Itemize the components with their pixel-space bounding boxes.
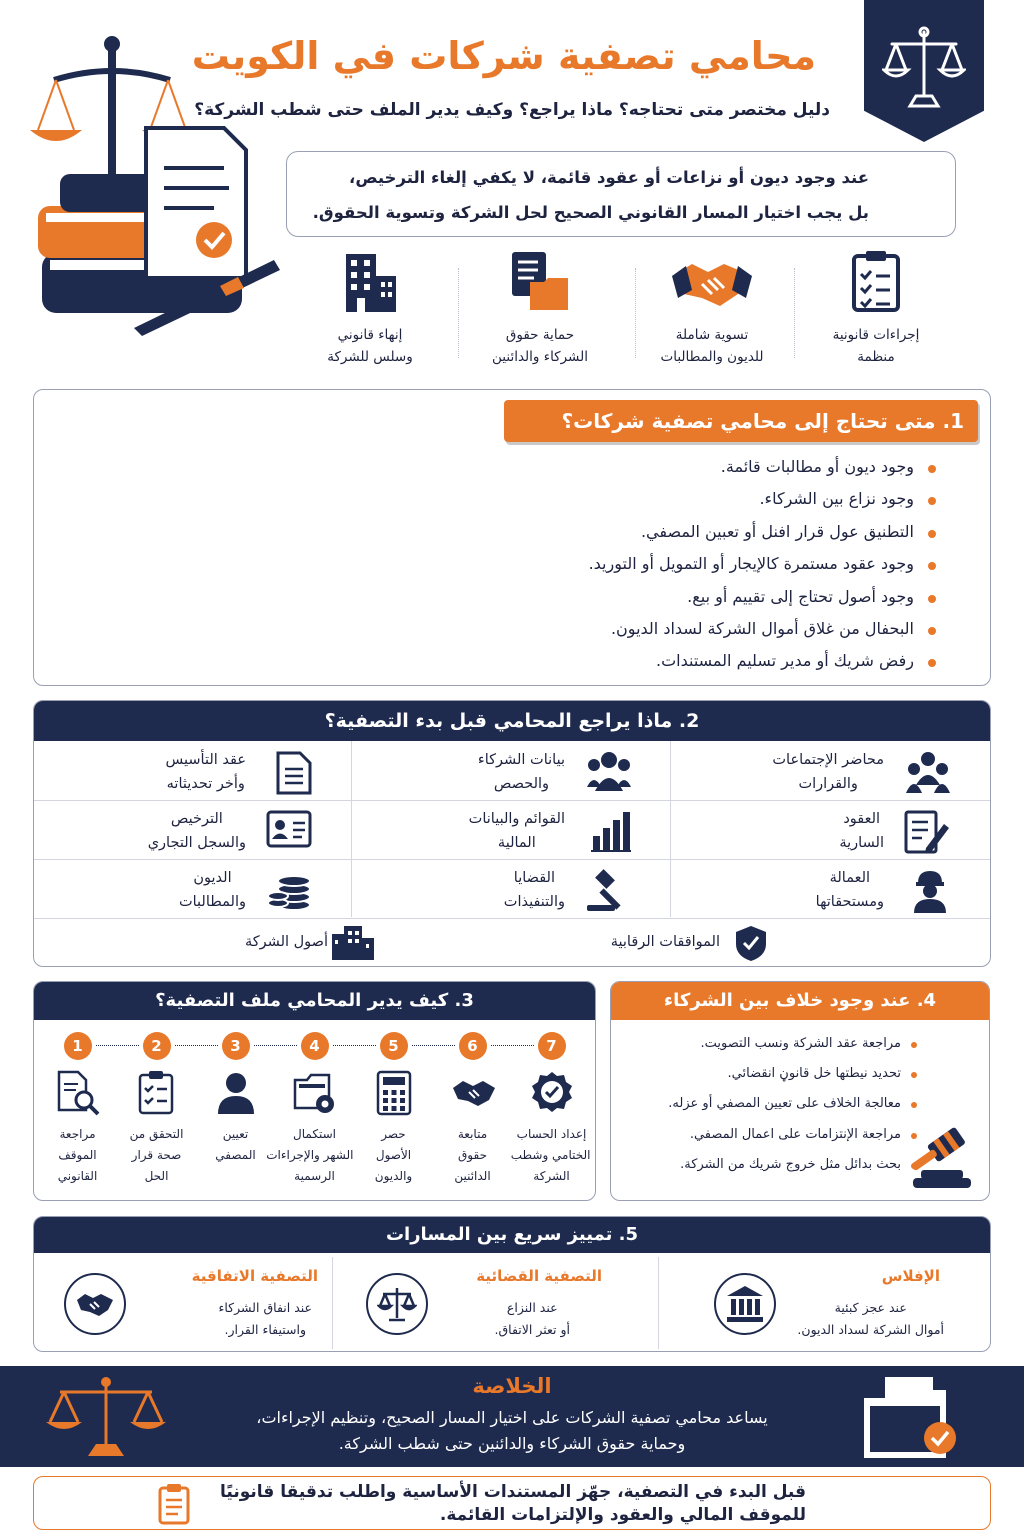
path-icon-circle	[714, 1273, 776, 1335]
path-icon-circle	[366, 1273, 428, 1335]
section-when-needed	[33, 389, 991, 686]
review-item	[353, 802, 671, 860]
meeting-group-icon	[906, 751, 950, 793]
note-text: للموقف المالي والعقود والإلتزامات القائمة.	[439, 1505, 806, 1525]
checklist-icon	[848, 250, 904, 314]
note-text: قبل البدء في التصفية، جهّز المستندات الأساسية واطلب تدقيقا قانونيًا	[220, 1482, 806, 1502]
feature-item	[798, 250, 954, 368]
review-item-label: الديون والمطالبات	[178, 870, 246, 910]
step-number: 3	[222, 1032, 250, 1060]
handshake-icon	[672, 250, 752, 314]
gavel-icon	[903, 1120, 987, 1192]
path-bankruptcy	[672, 1253, 990, 1352]
intro-box	[286, 151, 956, 237]
step-label: إعداد الحساب	[516, 1127, 587, 1141]
feature-label: الشركاء والدائنين	[492, 349, 588, 365]
intro-text: بل يجب اختيار المسار القانوني الصحيح لحل الشركة وتسوية الحقوق.	[312, 203, 869, 222]
step-number: 2	[143, 1032, 171, 1060]
conclusion-text: يساعد محامي تصفية الشركات على اختيار المسار الصحيح، وتنظيم الإجراءات،	[256, 1408, 768, 1427]
gavel-icon	[585, 869, 631, 913]
step-number: 6	[459, 1032, 487, 1060]
step-label: الدائنين	[454, 1169, 491, 1183]
step-label: حصر	[381, 1127, 406, 1141]
step-label: استكمال	[293, 1127, 336, 1141]
path-title: الإفلاس	[881, 1267, 940, 1285]
process-step	[39, 1032, 117, 1187]
list-item: وجود ديون أو مطالبات قائمة.	[720, 457, 914, 476]
review-item	[34, 743, 352, 801]
feature-label: إنهاء قانوني	[337, 327, 403, 343]
feature-label: منظمة	[857, 349, 895, 365]
feature-label: وسلس للشركة	[327, 349, 413, 365]
step-label: التحقق من	[129, 1127, 184, 1141]
intro-text: عند وجود ديون أو نزاعات أو عقود قائمة، لا يكفي إلغاء الترخيص،	[349, 168, 869, 187]
coins-icon	[266, 869, 312, 911]
step-number: 1	[64, 1032, 92, 1060]
step-label: المصفي	[215, 1148, 256, 1162]
review-item	[490, 920, 808, 966]
section-title: 1. متى تحتاج إلى محامي تصفية شركات؟	[504, 400, 978, 442]
path-consensual	[33, 1253, 350, 1352]
review-item	[672, 802, 990, 860]
step-label: الختامي وشطب	[510, 1148, 591, 1162]
feature-label: إجراءات قانونية	[832, 327, 920, 343]
section-process-steps	[33, 981, 596, 1201]
process-step	[197, 1032, 275, 1166]
list-item: معالجة الخلاف على تعيين المصفي أو عزله.	[668, 1096, 901, 1111]
section-title: 2. ماذا يراجع المحامي قبل بدء التصفية؟	[34, 701, 990, 741]
documents-folder-icon	[508, 250, 572, 314]
list-item: رفض شريك أو مدير تسليم المستندات.	[656, 651, 914, 670]
handshake-icon	[75, 1284, 115, 1324]
section-title: 5. تمييز سريع بين المسارات	[34, 1217, 990, 1253]
list-item: مراجعة الإنتزامات على اعمال المصفي.	[689, 1127, 901, 1142]
step-label: مراجعة	[59, 1127, 96, 1141]
review-item-label: أصول الشركة	[244, 934, 328, 950]
conclusion-text: وحماية حقوق الشركاء والدائنين حتى شطب الشركة.	[338, 1434, 686, 1453]
path-title: التصفية القضائية	[476, 1267, 602, 1285]
step-label: الرسمية	[294, 1169, 335, 1183]
page-subtitle: دليل مختصر متى تحتاجه؟ ماذا يراجع؟ وكيف يدير الملف حتى شطب الشركة؟	[194, 100, 830, 120]
section-review-items	[33, 700, 991, 967]
step-label: صحة قرار	[131, 1148, 182, 1162]
feature-item	[634, 250, 790, 368]
path-description: عند عجز كبئية أموال الشركة لسداد الديون.	[797, 1300, 944, 1337]
feature-label: للديون والمطالبات	[660, 349, 764, 365]
process-step	[118, 1032, 196, 1187]
document-search-icon	[56, 1070, 100, 1116]
step-label: والديون	[374, 1169, 413, 1183]
review-item	[34, 802, 352, 860]
review-item	[353, 743, 671, 801]
id-card-icon	[266, 810, 312, 848]
clipboard-icon	[158, 1483, 190, 1525]
process-step	[510, 1032, 591, 1187]
partners-icon	[587, 751, 631, 793]
path-description: عند انفاق الشركاء واستيفاء القرار.	[218, 1300, 312, 1337]
process-step	[355, 1032, 433, 1187]
divider	[794, 268, 795, 358]
path-title: التصفية الاتفاقية	[191, 1267, 318, 1285]
path-judicial	[346, 1253, 664, 1352]
review-item	[98, 920, 416, 966]
worker-icon	[910, 869, 950, 913]
step-number: 4	[301, 1032, 329, 1060]
review-item-label: عقد التأسيس وأخر تحديثاته	[165, 752, 246, 792]
review-item-label: العقود السارية	[839, 811, 884, 851]
review-item-label: الترخيص والسجل التجاري	[147, 811, 246, 851]
step-label: حقوق	[458, 1148, 487, 1162]
clipboard-check-icon	[135, 1070, 179, 1116]
building-icon	[340, 250, 400, 314]
feature-item	[292, 250, 448, 368]
review-item	[353, 861, 671, 919]
step-label: الشهر والإجراءات	[266, 1148, 354, 1162]
list-item: وجود عقود مستمرة كالإيجار أو التمويل أو التوريد.	[588, 554, 914, 573]
scales-icon	[377, 1284, 417, 1324]
path-icon-circle	[64, 1273, 126, 1335]
conclusion-title: الخلاصة	[472, 1374, 552, 1398]
bank-icon	[725, 1284, 765, 1324]
list-item: بحث بدائل مثل خروج شريك من الشركة.	[680, 1157, 901, 1172]
path-description: عند النزاع أو تعثر الاتفاق.	[494, 1300, 570, 1337]
scales-icon	[44, 1376, 168, 1460]
section-title: 4. عند وجود خلاف بين الشركاء	[611, 982, 989, 1020]
buildings-icon	[330, 924, 376, 960]
shield-check-icon	[734, 924, 768, 962]
calculator-icon	[372, 1070, 416, 1116]
feature-item	[462, 250, 618, 368]
header-badge	[864, 0, 984, 142]
process-step	[266, 1032, 354, 1187]
step-label: الحل	[144, 1169, 169, 1183]
conclusion-banner	[0, 1366, 1024, 1467]
step-label: تعيين	[222, 1127, 249, 1141]
step-label: الموقف	[58, 1148, 97, 1162]
list-item: البحفال من غلاق أموال الشركة لسداد الديون.	[610, 619, 914, 638]
step-label: متابعة	[457, 1127, 488, 1141]
divider	[458, 268, 459, 358]
section-partner-dispute	[610, 981, 990, 1201]
list-item: مراجعة عقد الشركة ونسب التصويت.	[700, 1036, 901, 1051]
review-item-label: بيانات الشركاء والحصص	[477, 752, 565, 792]
review-item	[34, 861, 352, 919]
review-item-label: العمالة ومستحقاتها	[815, 870, 884, 910]
review-item-label: القضايا والتنفيذات	[503, 870, 565, 910]
step-label: القانوني	[57, 1169, 98, 1183]
document-icon	[276, 751, 312, 795]
step-label: الأصول	[375, 1148, 412, 1162]
handshake-icon	[451, 1070, 495, 1116]
list-item: التطنيق عول قرار افنل أو تعبين المصفي.	[640, 522, 914, 541]
scales-icon	[882, 22, 966, 112]
list-item: وجود نزاع بين الشركاء.	[759, 489, 914, 508]
review-item-label: محاضر الإجتماعات والقرارات	[772, 752, 884, 792]
step-label: الشركة	[533, 1169, 570, 1183]
process-step	[434, 1032, 512, 1187]
page-title: محامي تصفية شركات في الكويت	[191, 34, 816, 78]
divider	[635, 268, 636, 358]
contract-pen-icon	[904, 810, 950, 854]
list-item: تحديد نيطتها خل قانوڼ انقضائي.	[727, 1066, 901, 1081]
section-title: 3. كيف يدير المحامي ملف التصفية؟	[34, 982, 595, 1020]
step-number: 5	[380, 1032, 408, 1060]
folder-gear-icon	[293, 1070, 337, 1116]
check-badge-icon	[530, 1070, 574, 1116]
step-number: 7	[538, 1032, 566, 1060]
review-item-label: القوائم والبيانات المالية	[468, 811, 565, 851]
feature-label: حماية حقوق	[505, 327, 575, 343]
review-item	[672, 743, 990, 801]
folder-check-icon	[860, 1374, 964, 1464]
bar-chart-icon	[591, 810, 631, 852]
section-paths-comparison	[33, 1216, 991, 1352]
review-item-label: المواققات الرقابية	[610, 934, 720, 950]
person-icon	[214, 1070, 258, 1116]
review-item	[672, 861, 990, 919]
list-item: وجود أصول تحتاج إلى تقييم أو بيع.	[687, 587, 914, 606]
bottom-note	[33, 1476, 991, 1530]
feature-label: تسوية شاملة	[675, 327, 749, 343]
